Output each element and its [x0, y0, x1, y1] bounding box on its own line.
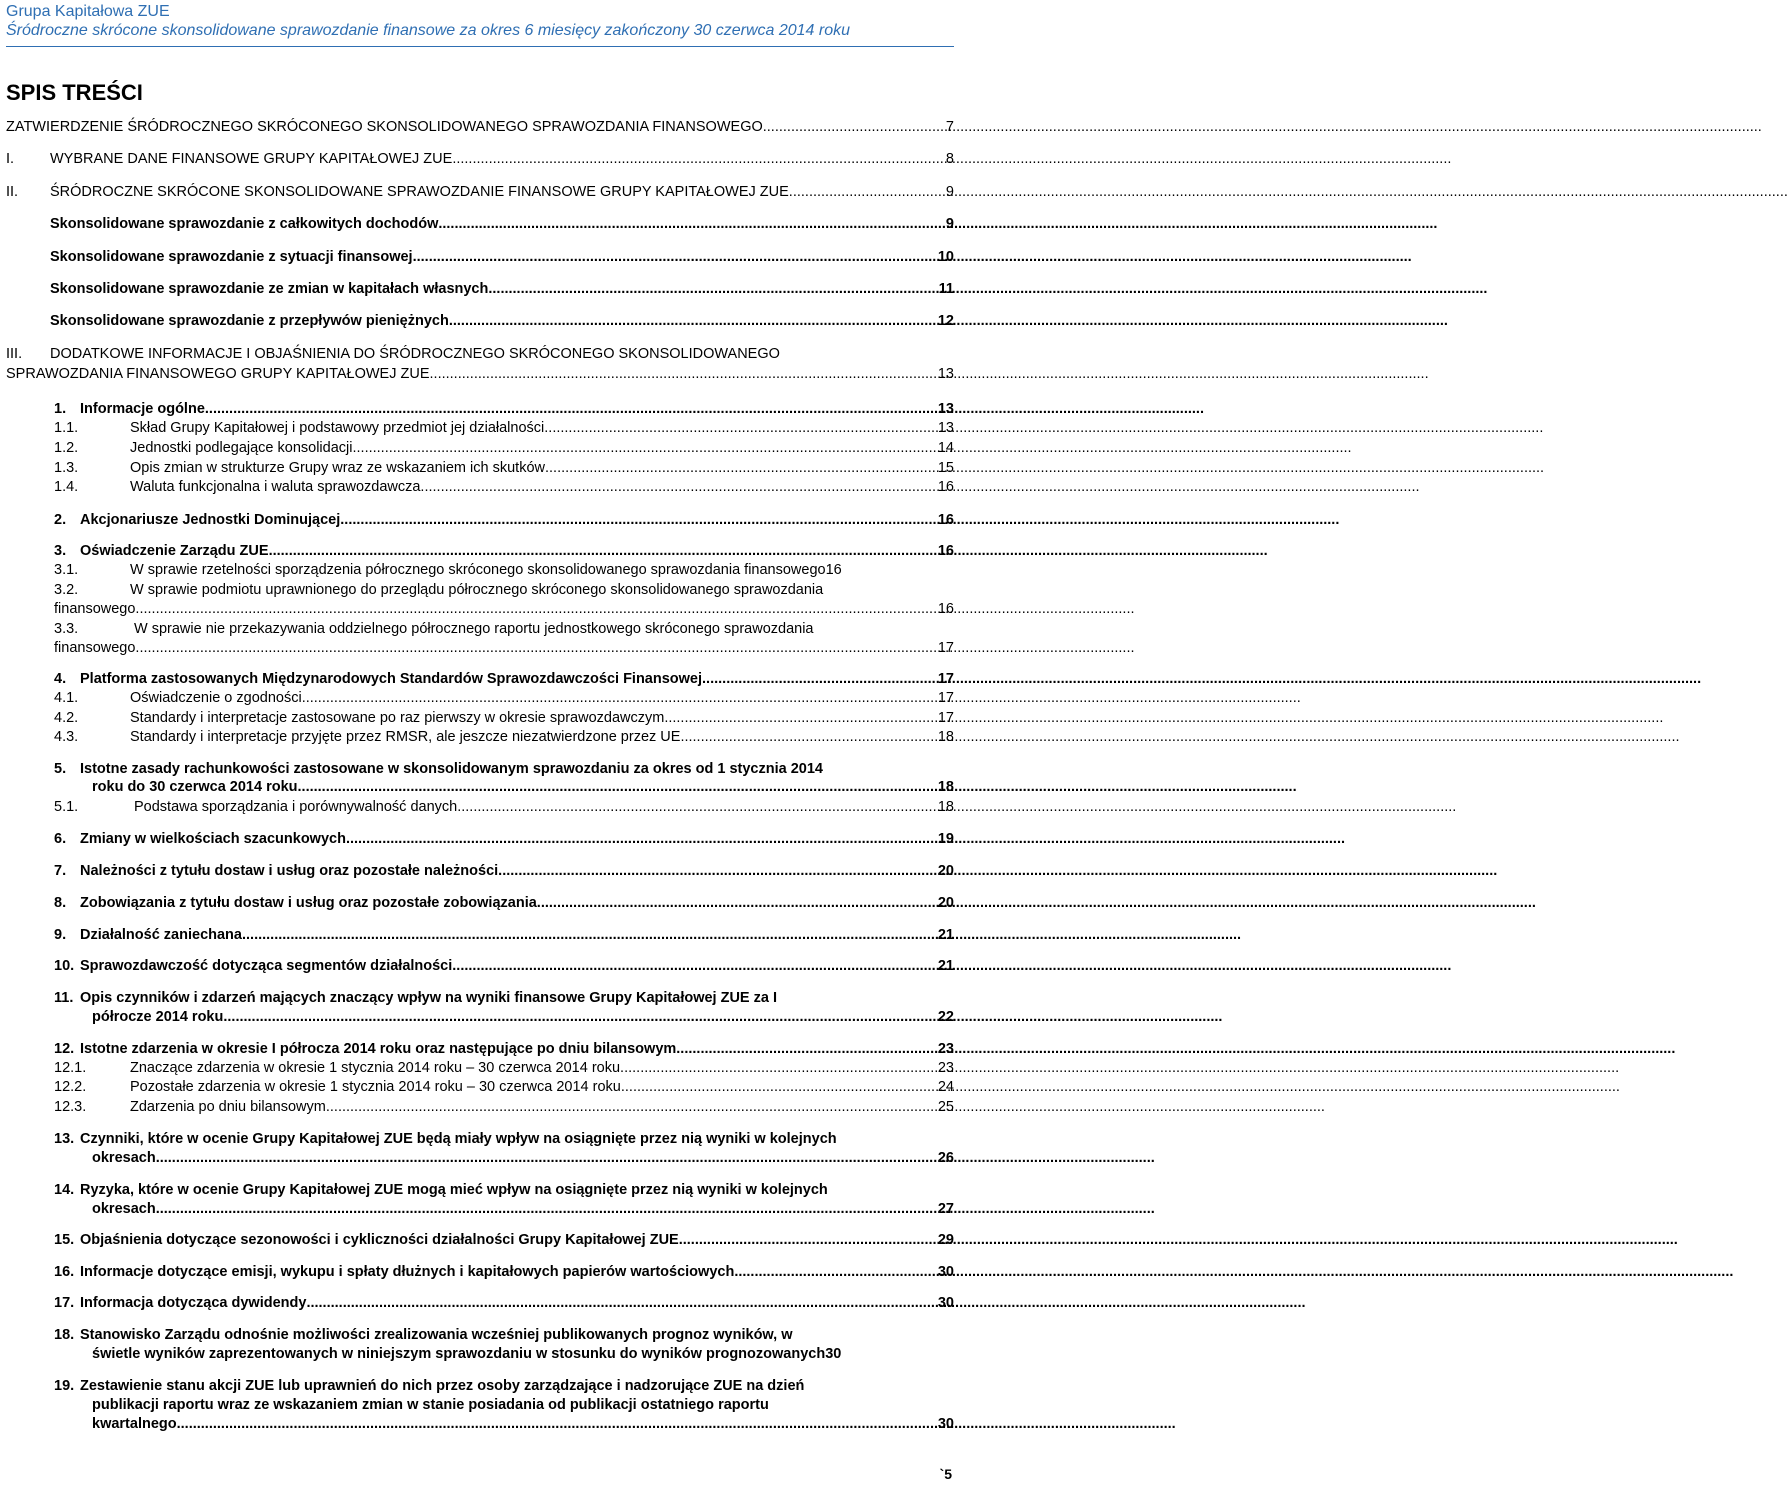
toc-entry-number: 3.	[54, 543, 67, 559]
toc-entry-text: DODATKOWE INFORMACJE I OBJAŚNIENIA DO ŚRÓDROCZNEGO SKRÓCONEGO SKONSOLIDOWANEGO	[50, 346, 780, 362]
toc-entry-number: 6.	[54, 831, 67, 847]
toc-entry[interactable]: Skład Grupy Kapitałowej i podstawowy przedmiot jej działalności ..... 13	[130, 420, 954, 437]
toc-entry-number: 19.	[54, 1378, 75, 1394]
header-divider	[6, 46, 954, 47]
toc-entry-number: 10.	[54, 958, 75, 974]
toc-entry[interactable]: Informacja dotycząca dywidendy ..... 30	[80, 1295, 954, 1312]
toc-entry[interactable]: Akcjonariusze Jednostki Dominującej ..... 16	[80, 512, 954, 529]
toc-entry[interactable]: finansowego ..... 16	[54, 601, 954, 618]
toc-entry[interactable]: Platforma zastosowanych Międzynarodowych Standardów Sprawozdawczości Finansowej ..... 17	[80, 671, 954, 688]
toc-entry-number: I.	[6, 151, 15, 167]
toc-entry[interactable]: okresach ..... 27	[92, 1201, 954, 1218]
toc-entry-number: 5.1.	[54, 799, 79, 815]
toc-entry-number: 1.1.	[54, 420, 79, 436]
toc-entry-number: 16.	[54, 1264, 75, 1280]
toc-entry[interactable]: Jednostki podlegające konsolidacji ..... 14	[130, 440, 954, 457]
toc-entry[interactable]: półrocze 2014 roku ..... 22	[92, 1009, 954, 1026]
toc-entry-number: 13.	[54, 1131, 75, 1147]
toc-entry[interactable]: Oświadczenie o zgodności ..... 17	[130, 690, 954, 707]
toc-entry[interactable]: Znaczące zdarzenia w okresie 1 stycznia 2014 roku – 30 czerwca 2014 roku ..... 23	[130, 1060, 954, 1077]
toc-entry-text: Ryzyka, które w ocenie Grupy Kapitałowej ZUE mogą mieć wpływ na osiągnięte przez nią wyniki w kolejnych	[80, 1182, 828, 1198]
toc-entry[interactable]: W sprawie rzetelności sporządzenia półrocznego skróconego skonsolidowanego sprawozdania finansowego 16	[130, 562, 842, 578]
toc-entry-number: 8.	[54, 895, 67, 911]
toc-entry-number: 14.	[54, 1182, 75, 1198]
toc-entry-number: 9.	[54, 927, 67, 943]
toc-entry[interactable]: Sprawozdawczość dotycząca segmentów działalności ..... 21	[80, 958, 954, 975]
toc-entry[interactable]: Należności z tytułu dostaw i usług oraz pozostałe należności ..... 20	[80, 863, 954, 880]
toc-entry-number: 12.1.	[54, 1060, 87, 1076]
toc-entry[interactable]: okresach ..... 26	[92, 1150, 954, 1167]
toc-entry-number: II.	[6, 184, 19, 200]
toc-entry-number: III.	[6, 346, 23, 362]
toc-entry[interactable]: Informacje dotyczące emisji, wykupu i spłaty dłużnych i kapitałowych papierów wartościowych ..... 30	[80, 1264, 954, 1281]
toc-entry[interactable]: WYBRANE DANE FINANSOWE GRUPY KAPITAŁOWEJ ZUE ..... 8	[50, 151, 954, 168]
toc-entry-number: 12.	[54, 1041, 75, 1057]
toc-entry-number: 12.2.	[54, 1079, 87, 1095]
toc-entry-text: Czynniki, które w ocenie Grupy Kapitałowej ZUE będą miały wpływ na osiągnięte przez nią wyniki w kolejnych	[80, 1131, 837, 1147]
toc-entry[interactable]: Objaśnienia dotyczące sezonowości i cykliczności działalności Grupy Kapitałowej ZUE ..... 29	[80, 1232, 954, 1249]
toc-entry-number: 11.	[54, 990, 74, 1006]
toc-entry[interactable]: Skonsolidowane sprawozdanie z całkowitych dochodów ..... 9	[50, 216, 954, 233]
toc-entry[interactable]: Oświadczenie Zarządu ZUE ..... 16	[80, 543, 954, 560]
toc-entry[interactable]: Istotne zdarzenia w okresie I półrocza 2014 roku oraz następujące po dniu bilansowym ..... 23	[80, 1041, 954, 1058]
toc-title: SPIS TREŚCI	[6, 80, 143, 105]
toc-entry[interactable]: Zdarzenia po dniu bilansowym ..... 25	[130, 1099, 954, 1116]
toc-entry[interactable]: Zmiany w wielkościach szacunkowych ..... 19	[80, 831, 954, 848]
toc-entry-number: 18.	[54, 1327, 75, 1343]
toc-entry-text: Zestawienie stanu akcji ZUE lub uprawnień do nich przez osoby zarządzające i nadzorujące ZUE na dzień	[80, 1378, 805, 1394]
toc-entry-number: 4.3.	[54, 729, 79, 745]
page-header	[6, 2, 954, 40]
toc-entry-number: 3.3.	[54, 621, 79, 637]
toc-entry[interactable]: Podstawa sporządzania i porównywalność danych ..... 18	[134, 799, 954, 816]
page-number: `5	[939, 1466, 952, 1482]
toc-entry[interactable]: Standardy i interpretacje zastosowane po raz pierwszy w okresie sprawozdawczym ..... 17	[130, 710, 954, 727]
toc-entry[interactable]: Skonsolidowane sprawozdanie ze zmian w kapitałach własnych ..... 11	[50, 281, 954, 298]
company-name: Grupa Kapitałowa ZUE	[6, 3, 170, 20]
toc-entry-number: 1.2.	[54, 440, 79, 456]
toc-entry-number: 17.	[54, 1295, 75, 1311]
toc-entry-number: 7.	[54, 863, 67, 879]
toc-entry-number: 12.3.	[54, 1099, 87, 1115]
toc-entry[interactable]: Skonsolidowane sprawozdanie z sytuacji finansowej ..... 10	[50, 249, 954, 266]
toc-entry[interactable]: Pozostałe zdarzenia w okresie 1 stycznia 2014 roku – 30 czerwca 2014 roku ..... 24	[130, 1079, 954, 1096]
toc-entry-number: 3.1.	[54, 562, 79, 578]
toc-entry-number: 4.2.	[54, 710, 79, 726]
toc-entry[interactable]: świetle wyników zaprezentowanych w niniejszym sprawozdaniu w stosunku do wyników prognozowanych 30	[92, 1346, 842, 1362]
toc-entry-number: 1.3.	[54, 460, 79, 476]
toc-entry-number: 1.4.	[54, 479, 79, 495]
toc-entry[interactable]: Waluta funkcjonalna i waluta sprawozdawcza ..... 16	[130, 479, 954, 496]
toc-entry[interactable]: ZATWIERDZENIE ŚRÓDROCZNEGO SKRÓCONEGO SKONSOLIDOWANEGO SPRAWOZDANIA FINANSOWEGO ..... 7	[6, 119, 954, 136]
toc-entry[interactable]: kwartalnego ..... 30	[92, 1416, 954, 1433]
toc-entry-text: Stanowisko Zarządu odnośnie możliwości zrealizowania wcześniej publikowanych prognoz wyników, w	[80, 1327, 793, 1343]
toc-entry[interactable]: Informacje ogólne ..... 13	[80, 401, 954, 418]
toc-entry-number: 4.	[54, 671, 67, 687]
toc-entry-number: 5.	[54, 761, 67, 777]
toc-entry-number: 2.	[54, 512, 67, 528]
toc-entry-text: W sprawie podmiotu uprawnionego do przeglądu półrocznego skróconego skonsolidowanego sprawozdania	[130, 582, 824, 598]
toc-entry[interactable]: Opis zmian w strukturze Grupy wraz ze wskazaniem ich skutków ..... 15	[130, 460, 954, 477]
toc-entry-number: 15.	[54, 1232, 75, 1248]
toc-entry-text: Istotne zasady rachunkowości zastosowane w skonsolidowanym sprawozdaniu za okres od 1 stycznia 2014	[80, 761, 823, 777]
toc-entry[interactable]: Skonsolidowane sprawozdanie z przepływów pieniężnych ..... 12	[50, 313, 954, 330]
toc-entry-number: 1.	[54, 401, 67, 417]
toc-entry-text: W sprawie nie przekazywania oddzielnego półrocznego raportu jednostkowego skróconego sprawozdania	[134, 621, 814, 637]
toc-entry[interactable]: finansowego ..... 17	[54, 640, 954, 657]
report-subtitle: Śródroczne skrócone skonsolidowane sprawozdanie finansowe za okres 6 miesięcy zakończony 30 czerwca 2014 roku	[6, 22, 850, 39]
toc-entry[interactable]: Standardy i interpretacje przyjęte przez RMSR, ale jeszcze niezatwierdzone przez UE ..... 18	[130, 729, 954, 746]
toc-entry[interactable]: Zobowiązania z tytułu dostaw i usług oraz pozostałe zobowiązania ..... 20	[80, 895, 954, 912]
toc-entry-number: 4.1.	[54, 690, 79, 706]
toc-entry[interactable]: ŚRÓDROCZNE SKRÓCONE SKONSOLIDOWANE SPRAWOZDANIE FINANSOWE GRUPY KAPITAŁOWEJ ZUE ..... 9	[50, 184, 954, 201]
toc-entry[interactable]: roku do 30 czerwca 2014 roku ..... 18	[92, 779, 954, 796]
toc-entry[interactable]: Działalność zaniechana ..... 21	[80, 927, 954, 944]
toc-entry-text: publikacji raportu wraz ze wskazaniem zmian w stanie posiadania od publikacji ostatniego raportu	[92, 1397, 769, 1413]
toc-entry-text: Opis czynników i zdarzeń mających znaczący wpływ na wyniki finansowe Grupy Kapitałowej ZUE za I	[80, 990, 778, 1006]
toc-entry[interactable]: SPRAWOZDANIA FINANSOWEGO GRUPY KAPITAŁOWEJ ZUE ..... 13	[6, 366, 954, 383]
toc-entry-number: 3.2.	[54, 582, 79, 598]
